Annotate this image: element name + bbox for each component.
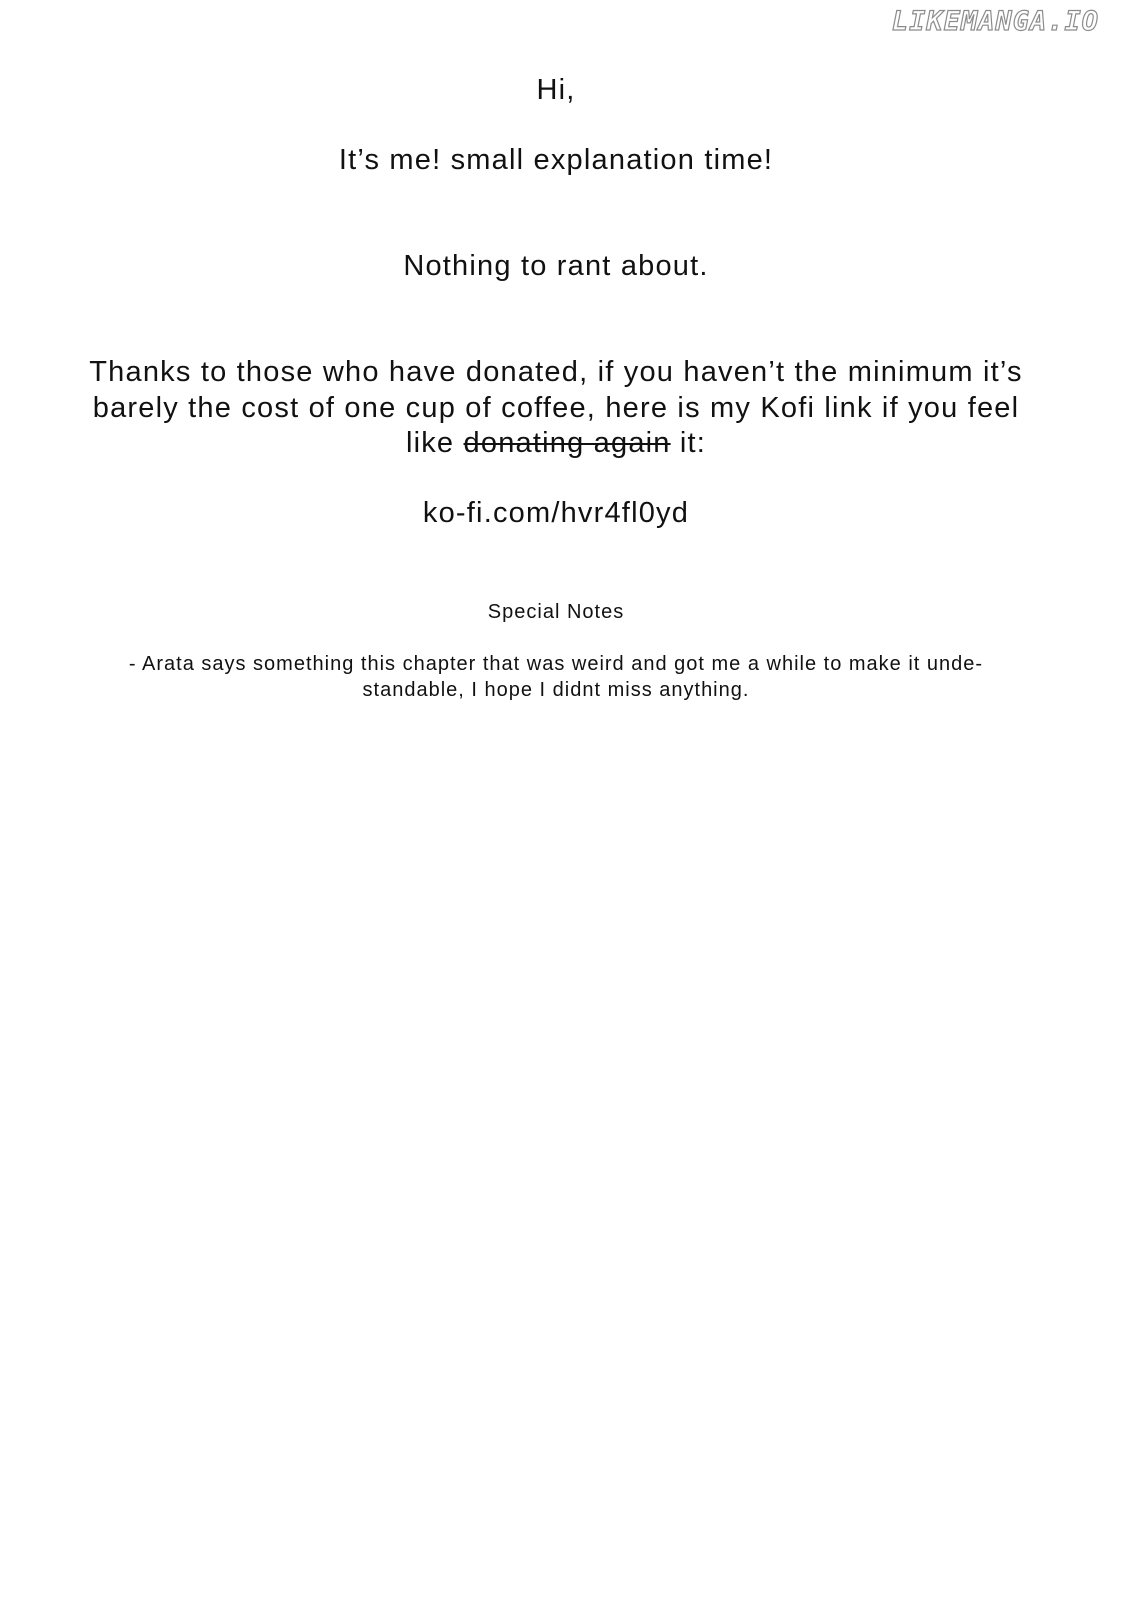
thanks-line-1: Thanks to those who have donated, if you haven’t the minimum it’s [89, 356, 1023, 388]
special-notes-line-2: standable, I hope I didnt miss anything. [362, 679, 750, 701]
kofi-link[interactable]: ko-fi.com/hvr4fl0yd [422, 497, 690, 529]
thanks-line-3-suffix: it: [679, 427, 707, 459]
special-notes-heading: Special Notes [487, 601, 625, 623]
rant-text: Nothing to rant about. [403, 250, 709, 282]
thanks-line-3 [0, 425, 1112, 461]
struck-text: donating again [463, 427, 671, 459]
thanks-line-3-prefix: like [405, 427, 455, 459]
intro-text: It’s me! small explanation time! [338, 144, 774, 176]
site-watermark: LIKEMANGA.IO [891, 6, 1099, 37]
thanks-line-2: barely the cost of one cup of coffee, here is my Kofi link if you feel [92, 392, 1020, 424]
special-notes-line-1: - Arata says something this chapter that was weird and got me a while to make it unde- [128, 653, 984, 675]
greeting-text: Hi, [536, 74, 576, 106]
